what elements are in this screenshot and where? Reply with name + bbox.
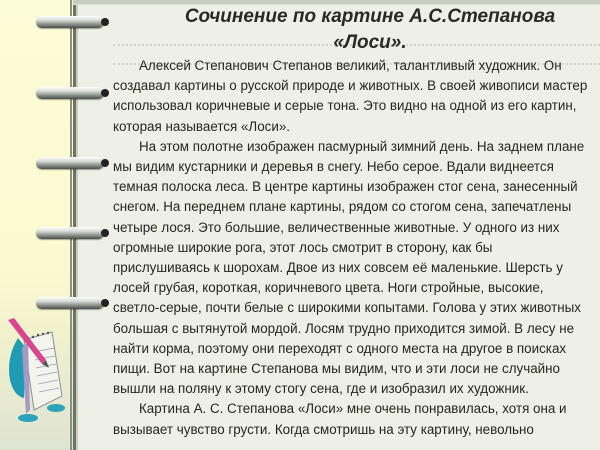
binder-ring-icon <box>36 87 104 99</box>
essay-body <box>113 56 591 440</box>
binder-ring-icon <box>36 16 104 28</box>
title-line-1: Сочинение по картине А.С.Степанова <box>184 6 556 27</box>
page-title <box>110 4 600 56</box>
title-line-2: «Лоси». <box>333 32 407 53</box>
paragraph-1: Алексей Степанович Степанов великий, талантливый художник. Он создавал картины о русской природе и животных. В своей живописи мастер использовал коричневые и серые тона. Это видно на одной из его картин, которая называется «Лоси». <box>113 58 588 134</box>
paragraph-2: На этом полотне изображен пасмурный зимний день. На заднем плане мы видим кустарники и деревья в снегу. Небо серое. Вдали виднеется темная полоска леса. В центре картины изображен стог сена, занесенный снегом. На переднем плане картины, рядом со стогом сена, запечатлены четыре лося. Это большие, величественные животные. У одного из них огромные широкие рога, этот лось смотрит в сторону, как бы прислушиваясь к шорохам. Двое из них совсем её маленькие. Шерсть у лосей грубая, короткая, коричневого цвета. Ноги стройные, высокие, светло-серые, почти белые с широкими копытами. Голова у этих животных большая с вытянутой мордой. Лосям трудно приходится зимой. В лесу не найти корма, поэтому они переходят с одного места на другое в поисках пищи. Вот на картине Степанова мы видим, что и эти лоси не случайно вышли на поляну к этому стогу сена, где и изобразил их художник. <box>113 138 585 397</box>
binder-ring-icon <box>36 227 104 239</box>
notebook-mascot-icon <box>0 318 75 438</box>
binder-ring-icon <box>36 157 104 169</box>
binder-ring-icon <box>36 297 104 309</box>
paragraph-3: Картина А. С. Степанова «Лоси» мне очень понравилась, хотя она и вызывает чувство грусти. Когда смотришь на эту картину, невольно <box>113 401 567 437</box>
